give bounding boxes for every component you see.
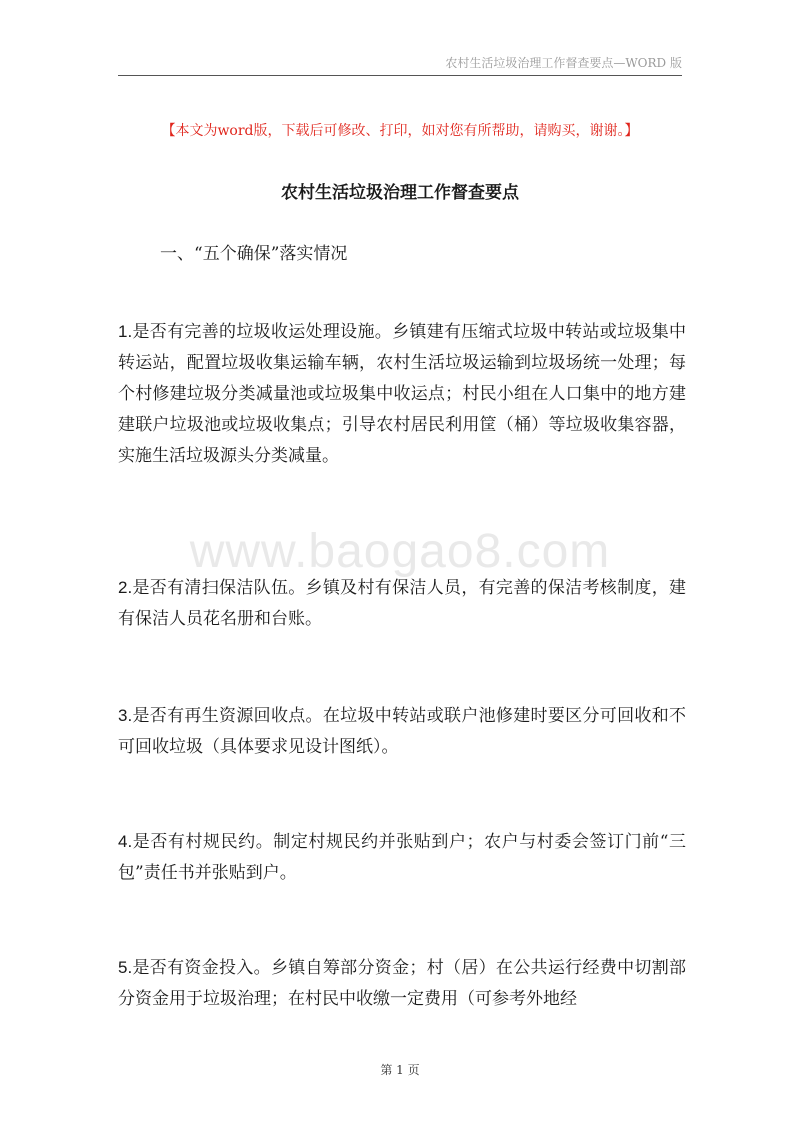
item-number: 3. bbox=[118, 706, 133, 725]
list-item bbox=[118, 700, 686, 763]
purchase-notice: 【本文为word版，下载后可修改、打印，如对您有所帮助，请购买，谢谢。】 bbox=[161, 123, 639, 139]
item-number: 2. bbox=[118, 578, 133, 597]
document-title: 农村生活垃圾治理工作督查要点 bbox=[281, 183, 519, 203]
item-text: 是否有清扫保洁队伍。乡镇及村有保洁人员，有完善的保洁考核制度，建有保洁人员花名册和台账。 bbox=[118, 578, 686, 629]
item-text: 是否有再生资源回收点。在垃圾中转站或联户池修建时要区分可回收和不可回收垃圾（具体要求见设计图纸）。 bbox=[118, 706, 686, 757]
item-text: 是否有完善的垃圾收运处理设施。乡镇建有压缩式垃圾中转站或垃圾集中转运站，配置垃圾收集运输车辆，农村生活垃圾运输到垃圾场统一处理；每个村修建垃圾分类减量池或垃圾集中收运点；村民小组在人口集中的地方建建联户垃圾池或垃圾收集点；引导农村居民利用筐（桶）等垃圾收集容器，实施生活垃圾源头分类减量。 bbox=[118, 322, 686, 466]
item-text: 是否有资金投入。乡镇自筹部分资金；村（居）在公共运行经费中切割部分资金用于垃圾治理；在村民中收缴一定费用（可参考外地经 bbox=[118, 958, 686, 1009]
header-doc-title: 农村生活垃圾治理工作督查要点—WORD 版 bbox=[445, 56, 682, 70]
section-heading: 一、“五个确保”落实情况 bbox=[160, 244, 348, 264]
list-item bbox=[118, 952, 686, 1015]
header-divider bbox=[118, 75, 682, 76]
list-item bbox=[118, 572, 686, 635]
watermark: www.baogao8.com bbox=[189, 525, 611, 578]
item-number: 5. bbox=[118, 958, 133, 977]
item-number: 4. bbox=[118, 832, 133, 851]
list-item bbox=[118, 826, 686, 889]
item-number: 1. bbox=[118, 322, 133, 341]
page-number: 第 1 页 bbox=[380, 1063, 420, 1077]
item-text: 是否有村规民约。制定村规民约并张贴到户；农户与村委会签订门前“三包”责任书并张贴到户。 bbox=[118, 832, 686, 883]
list-item bbox=[118, 316, 686, 472]
